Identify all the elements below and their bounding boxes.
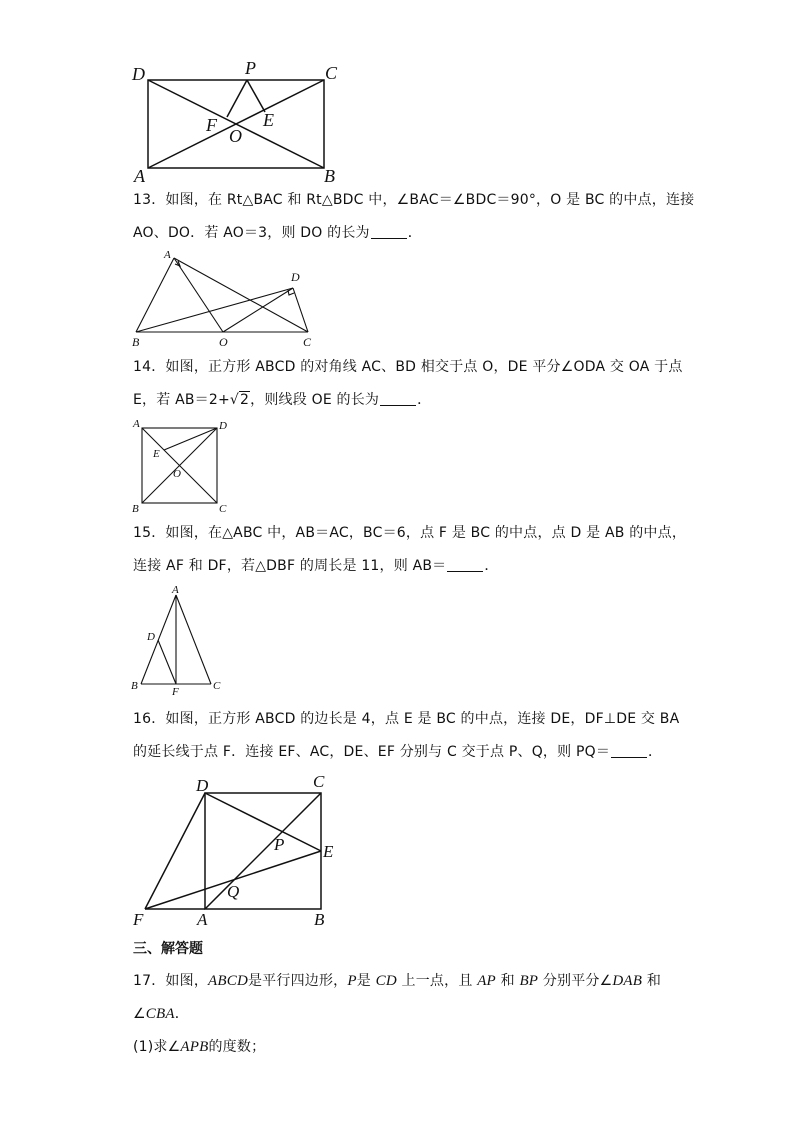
q17-var-bp: BP (519, 973, 539, 989)
q17-var-dab: DAB (612, 973, 643, 989)
label-c: C (313, 772, 325, 791)
label-b: B (131, 680, 138, 692)
label-d: D (147, 631, 155, 643)
q14-line1: 14．如图，正方形 ABCD 的对角线 AC、BD 相交于点 O，DE 平分∠ODA 交 OA 于点 (133, 359, 683, 375)
sqrt-symbol: √ (229, 392, 240, 408)
q15-line2-end: ． (484, 558, 499, 574)
q16-line2 (133, 736, 663, 769)
answer-blank[interactable] (371, 224, 407, 239)
q17-var-cd: CD (375, 973, 397, 989)
question-17 (133, 965, 663, 1064)
q17-text: 分别平分∠ (542, 973, 613, 989)
q17-text: ∠ (133, 1006, 146, 1022)
q17-line2 (133, 998, 663, 1031)
answer-blank[interactable] (380, 391, 416, 406)
label-c: C (303, 335, 312, 349)
label-c: C (219, 503, 227, 515)
label-e: E (263, 110, 274, 130)
label-a: A (134, 166, 145, 186)
label-d: D (132, 64, 145, 84)
q17-line1 (133, 965, 663, 998)
q15-line2 (133, 550, 663, 583)
figure-rectangle-dpcab (130, 58, 345, 186)
label-p: P (245, 58, 256, 78)
figure-q16 (128, 770, 348, 930)
label-b: B (324, 166, 335, 186)
q15-line2-text: 连接 AF 和 DF，若△DBF 的周长是 11，则 AB＝ (133, 558, 447, 574)
sqrt-expression (230, 384, 250, 417)
q17-var-abcd: ABCD (208, 973, 248, 989)
q17-text: 17．如图， (133, 973, 209, 989)
label-e: E (323, 842, 334, 861)
answer-blank[interactable] (611, 743, 647, 758)
label-b: B (132, 335, 140, 349)
q17-text: 和 (500, 973, 515, 989)
label-q: Q (227, 882, 240, 901)
q15-diagram (128, 582, 228, 697)
label-a: A (172, 584, 179, 596)
q17-line3 (133, 1031, 663, 1064)
q13-line2-end: ． (407, 225, 422, 241)
q14-line2 (133, 384, 663, 417)
label-f: F (206, 115, 217, 135)
segment-fp (227, 80, 247, 117)
q16-line2-text: 的延长线于点 F．连接 EF、AC，DE、EF 分别与 C 交于点 P、Q，则 PQ＝ (133, 744, 611, 760)
question-13 (133, 184, 695, 250)
label-d: D (219, 420, 227, 432)
q17-var-ap: AP (477, 973, 496, 989)
label-b: B (132, 503, 139, 515)
label-a: A (197, 910, 208, 929)
answer-blank[interactable] (447, 557, 483, 572)
section-heading: 三、解答题 (133, 941, 203, 957)
q16-diagram (128, 770, 348, 930)
q17-text: 是平行四边形， (247, 973, 348, 989)
rectangle-diagram (130, 58, 345, 186)
label-f: F (133, 910, 144, 929)
label-a: A (133, 418, 140, 430)
q17-var-p: P (347, 973, 357, 989)
q15-line1: 15．如图，在△ABC 中，AB＝AC，BC＝6，点 F 是 BC 的中点，点 D 是 AB 的中点， (133, 525, 687, 541)
segment-pe (247, 80, 265, 112)
q13-line2 (133, 217, 663, 250)
label-c: C (213, 680, 221, 692)
q13-line1: 13．如图，在 Rt△BAC 和 Rt△BDC 中，∠BAC＝∠BDC＝90°，O 是 BC 的中点，连接 (133, 192, 695, 208)
question-16 (133, 703, 680, 769)
q17-var-cba: CBA (145, 1006, 175, 1022)
label-b: B (314, 910, 325, 929)
q13-line2-text: AO、DO．若 AO＝3，则 DO 的长为 (133, 225, 370, 241)
label-f: F (172, 686, 179, 698)
q16-line1: 16．如图，正方形 ABCD 的边长是 4，点 E 是 BC 的中点，连接 DE，DF⊥DE 交 BA (133, 711, 680, 727)
q14-line2-mid: ，则线段 OE 的长为 (250, 392, 380, 408)
q17-text: 的度数； (208, 1039, 266, 1055)
q17-text: 上一点，且 (401, 973, 473, 989)
q17-subq-1: (1)求∠ (133, 1039, 181, 1055)
sqrt-radicand: 2 (240, 392, 250, 408)
q16-line2-end: ． (648, 744, 663, 760)
q13-diagram (128, 250, 328, 350)
question-14 (133, 351, 683, 417)
label-o: O (229, 126, 242, 146)
q17-text: ． (174, 1006, 189, 1022)
q17-text: 是 (356, 973, 371, 989)
label-c: C (325, 63, 338, 83)
q14-line2-end: ． (417, 392, 432, 408)
label-p: P (274, 835, 285, 854)
q17-var-apb: APB (180, 1039, 209, 1055)
label-e: E (153, 448, 160, 460)
q17-text: 和 (646, 973, 662, 989)
label-a: A (164, 249, 171, 261)
label-o: O (219, 335, 228, 349)
label-d: D (196, 776, 209, 795)
q14-line2-text: E，若 AB＝2+ (133, 392, 230, 408)
label-o: O (173, 468, 181, 480)
figure-q13 (128, 250, 328, 350)
label-d: D (291, 270, 300, 284)
figure-q14 (130, 416, 240, 516)
figure-q15 (128, 582, 228, 697)
question-15 (133, 517, 687, 583)
q14-diagram (130, 416, 240, 516)
